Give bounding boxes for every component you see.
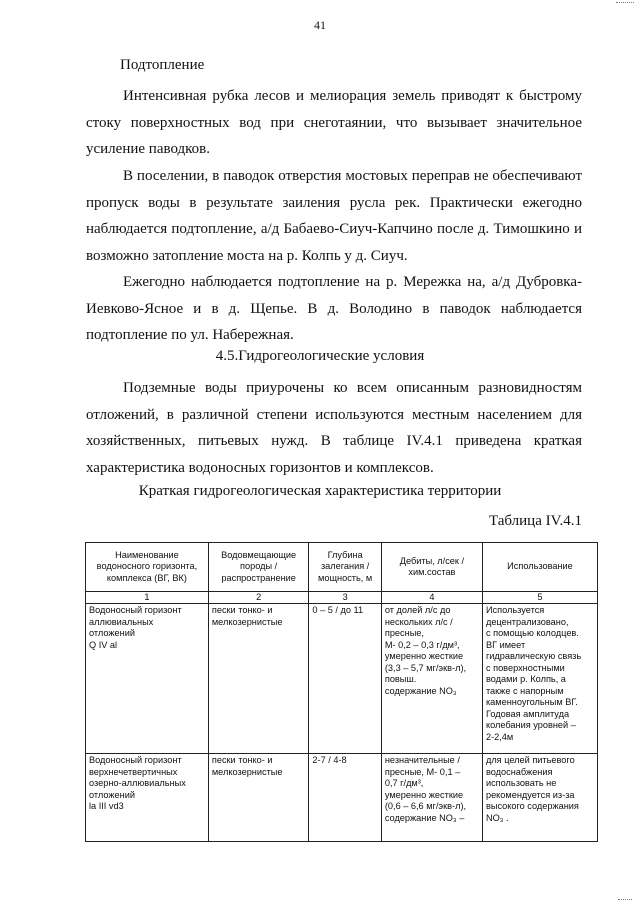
column-number: 2 bbox=[208, 592, 309, 604]
paragraph-2: В поселении, в паводок отверстия мостовых переправ не обеспечивают пропуск воды в результате заиления русла рек. Практически ежегодно наблюдается подтопление, а/д Бабаево-Сиуч-Капчино после д. Тимошкино и возможно затопление моста на р. Колпь у д. Сиуч. bbox=[86, 168, 582, 264]
page-number: 41 bbox=[314, 18, 326, 32]
table-cell: Используется децентрализовано, с помощью колодцев. ВГ имеет гидравлическую связь с поверхностными водами р. Колпь, а также с напорным каменноугольным ВГ. Годовая амплитуда колебания уровней – 2-2,4м bbox=[482, 604, 597, 754]
table-cell: Водоносный горизонт верхнечетвертичных озерно-аллювиальных отложений la III vd3 bbox=[86, 754, 209, 842]
header-rocks: Водовмещающие породы / распространение bbox=[208, 543, 309, 592]
table-caption: Краткая гидрогеологическая характеристика территории bbox=[138, 483, 502, 499]
column-number: 5 bbox=[482, 592, 597, 604]
scan-mark-bottom bbox=[618, 899, 632, 901]
table-cell: 0 – 5 / до 11 bbox=[309, 604, 381, 754]
table-row bbox=[86, 754, 598, 842]
section-paragraph: Подземные воды приурочены ко всем описанным разновидностям отложений, в различной степени используются местным населением для хозяйственных, питьевых нужд. В таблице IV.4.1 приведена краткая характеристика водоносных горизонтов и комплексов. bbox=[86, 380, 582, 476]
table-number: Таблица IV.4.1 bbox=[488, 513, 582, 529]
column-number: 3 bbox=[309, 592, 381, 604]
header-horizon: Наименование водоносного горизонта, комплекса (ВГ, ВК) bbox=[86, 543, 209, 592]
table-cell: 2-7 / 4-8 bbox=[309, 754, 381, 842]
table-cell: от долей л/с до нескольких л/с / пресные, М- 0,2 – 0,3 г/дм³, умеренно жесткие (3,3 – 5,7 мг/экв-л), повыш. содержание NO₃ bbox=[381, 604, 482, 754]
header-usage: Использование bbox=[482, 543, 597, 592]
hydrogeology-table bbox=[85, 542, 598, 842]
column-number: 4 bbox=[381, 592, 482, 604]
section-title: 4.5.Гидрогеологические условия bbox=[215, 348, 425, 364]
header-depth: Глубина залегания / мощность, м bbox=[309, 543, 381, 592]
table-cell: для целей питьевого водоснабжения использовать не рекомендуется из-за высокого содержания NO₃ . bbox=[482, 754, 597, 842]
column-number: 1 bbox=[86, 592, 209, 604]
table-row bbox=[86, 604, 598, 754]
header-yield: Дебиты, л/сек / хим.состав bbox=[381, 543, 482, 592]
table-cell: незначительные / пресные, М- 0,1 – 0,7 г/дм³, умеренно жесткие (0,6 – 6,6 мг/экв-л), содержание NO₃ – bbox=[381, 754, 482, 842]
paragraph-1: Интенсивная рубка лесов и мелиорация земель приводят к быстрому стоку поверхностных вод при снеготаянии, что вызывает значительное усиление паводков. bbox=[86, 88, 582, 157]
table-header-row bbox=[86, 543, 598, 592]
column-number-row bbox=[86, 592, 598, 604]
paragraph-3: Ежегодно наблюдается подтопление на р. Мережка на, а/д Дубровка-Иевково-Ясное и в д. Щепье. В д. Володино в паводок наблюдается подтопление по ул. Набережная. bbox=[86, 274, 582, 343]
table-cell: пески тонко- и мелкозернистые bbox=[208, 754, 309, 842]
table-cell: Водоносный горизонт аллювиальных отложений Q IV al bbox=[86, 604, 209, 754]
scan-mark-top bbox=[616, 2, 634, 4]
heading-flooding: Подтопление bbox=[120, 57, 205, 73]
table-cell: пески тонко- и мелкозернистые bbox=[208, 604, 309, 754]
